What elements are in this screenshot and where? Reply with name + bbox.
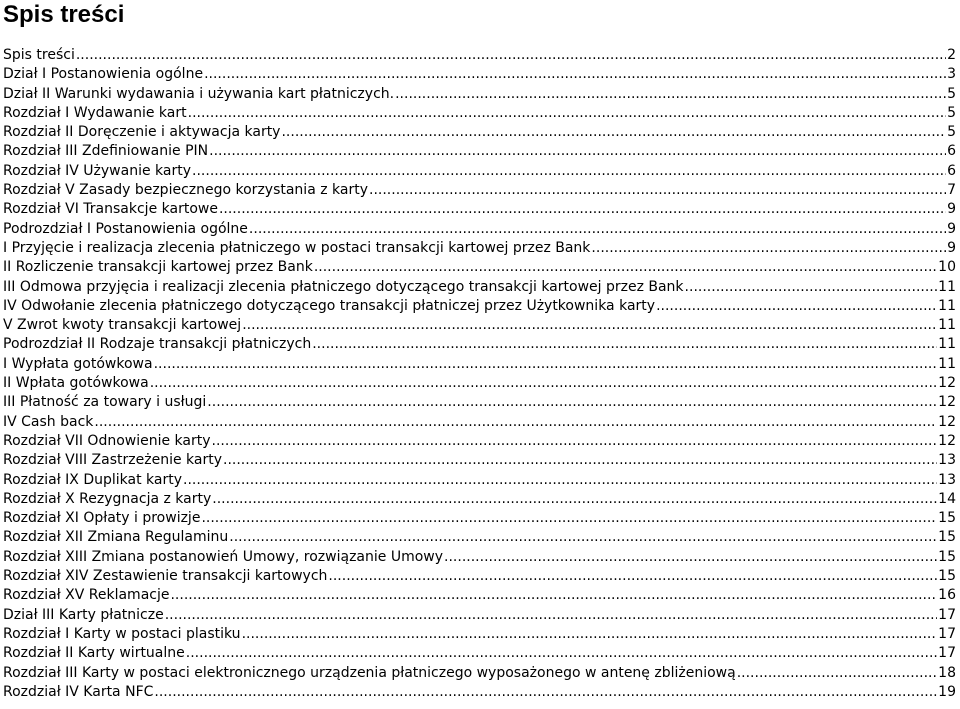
toc-dot-leader [242, 316, 937, 335]
toc-entry-page-number[interactable]: 6 [947, 162, 956, 179]
toc-entry-label[interactable]: Rozdział III Zdefiniowanie PIN [3, 143, 209, 160]
toc-entry[interactable] [3, 123, 956, 142]
toc-entry[interactable] [3, 374, 956, 393]
toc-entry-page-number[interactable]: 13 [938, 471, 956, 488]
toc-dot-leader [229, 528, 937, 547]
toc-dot-leader [188, 104, 946, 123]
toc-entry-label[interactable]: I Przyjęcie i realizacja zlecenia płatniczego w postaci transakcji kartowej przez Bank [3, 239, 591, 256]
toc-entry[interactable] [3, 432, 956, 451]
toc-entry-label[interactable]: Spis treści [3, 47, 75, 63]
toc-entry-page-number[interactable]: 15 [938, 529, 956, 546]
toc-dot-leader [207, 393, 937, 412]
toc-entry[interactable] [3, 567, 956, 586]
toc-entry-page-number[interactable]: 2 [947, 47, 956, 63]
toc-dot-leader [395, 85, 946, 104]
toc-dot-leader [170, 586, 937, 605]
toc-dot-leader [242, 625, 938, 644]
toc-entry[interactable] [3, 355, 956, 374]
toc-entry-page-number[interactable]: 15 [938, 510, 956, 527]
toc-dot-leader [154, 683, 937, 702]
toc-entry-page-number[interactable]: 17 [938, 606, 956, 623]
toc-entry-page-number[interactable]: 17 [938, 625, 956, 642]
toc-entry-page-number[interactable]: 15 [938, 568, 956, 585]
toc-entry-label[interactable]: Rozdział XV Reklamacje [3, 587, 170, 604]
toc-entry-label[interactable]: Rozdział II Doręczenie i aktywacja karty [3, 124, 281, 141]
toc-dot-leader [219, 200, 946, 219]
toc-entry[interactable] [3, 162, 956, 181]
toc-entry[interactable] [3, 586, 956, 605]
toc-dot-leader [591, 239, 946, 258]
toc-entry-page-number[interactable]: 12 [938, 413, 956, 430]
toc-dot-leader [186, 644, 937, 663]
toc-entry-page-number[interactable]: 9 [947, 220, 956, 237]
toc-entry-label[interactable]: Dział II Warunki wydawania i używania kart płatniczych. [3, 85, 395, 102]
toc-entry-label[interactable]: Rozdział III Karty w postaci elektronicznego urządzenia płatniczego wyposażonego w antenę zbliżeniową [3, 664, 736, 681]
toc-entry-label[interactable]: Rozdział I Karty w postaci plastiku [3, 625, 241, 642]
toc-dot-leader [183, 471, 937, 490]
toc-entry[interactable] [3, 664, 956, 683]
toc-entry-page-number[interactable]: 11 [938, 355, 956, 372]
toc-dot-leader [154, 355, 938, 374]
toc-entry-page-number[interactable]: 19 [938, 683, 956, 700]
toc-entry-label[interactable]: II Wpłata gotówkowa [3, 375, 149, 392]
toc-entry-page-number[interactable]: 12 [938, 375, 956, 392]
toc-entry[interactable] [3, 509, 956, 528]
toc-entry-page-number[interactable]: 6 [947, 143, 956, 160]
toc-entry-label[interactable]: Podrozdział I Postanowienia ogólne [3, 220, 248, 237]
toc-entry[interactable] [3, 625, 956, 644]
toc-dot-leader [312, 335, 937, 354]
toc-entry[interactable] [3, 65, 956, 84]
toc-entry-page-number[interactable]: 11 [938, 278, 956, 295]
toc-entry-label[interactable]: Rozdział IX Duplikat karty [3, 471, 182, 488]
toc-entry-label[interactable]: III Płatność za towary i usługi [3, 394, 207, 411]
toc-entry-page-number[interactable]: 14 [938, 490, 956, 507]
toc-entry-label[interactable]: IV Cash back [3, 413, 94, 430]
toc-entry[interactable] [3, 239, 956, 258]
toc-entry-label[interactable]: Rozdział VI Transakcje kartowe [3, 201, 218, 218]
toc-entry-label[interactable]: Rozdział VII Odnowienie karty [3, 432, 211, 449]
toc-entry[interactable] [3, 644, 956, 663]
toc-entry-label[interactable]: Podrozdział II Rodzaje transakcji płatniczych [3, 336, 312, 353]
toc-entry[interactable] [3, 220, 956, 239]
toc-entry[interactable] [3, 451, 956, 470]
toc-entry[interactable] [3, 316, 956, 335]
toc-dot-leader [249, 220, 946, 239]
toc-entry-label[interactable]: Rozdział XI Opłaty i prowizje [3, 510, 201, 527]
toc-entry-page-number[interactable]: 7 [947, 182, 956, 199]
toc-entry[interactable] [3, 490, 956, 509]
toc-entry[interactable] [3, 606, 956, 625]
toc-dot-leader [209, 142, 946, 161]
toc-entry-label[interactable]: Rozdział VIII Zastrzeżenie karty [3, 452, 222, 469]
toc-entry-label[interactable]: Rozdział XII Zmiana Regulaminu [3, 529, 229, 546]
table-of-contents [3, 46, 956, 702]
toc-entry-page-number[interactable]: 3 [947, 66, 956, 83]
toc-entry-page-number[interactable]: 5 [947, 124, 956, 141]
toc-entry-page-number[interactable]: 9 [947, 201, 956, 218]
page-title: Spis treści [3, 1, 125, 28]
toc-entry-label[interactable]: Rozdział XIV Zestawienie transakcji kartowych [3, 568, 328, 585]
toc-dot-leader [223, 451, 937, 470]
toc-entry-label[interactable]: III Odmowa przyjęcia i realizacji zlecenia płatniczego dotyczącego transakcji kartowej przez Bank [3, 278, 684, 295]
toc-dot-leader [737, 664, 937, 683]
toc-entry-label[interactable]: Rozdział V Zasady bezpiecznego korzystania z karty [3, 182, 368, 199]
toc-entry-page-number[interactable]: 5 [947, 104, 956, 121]
toc-entry-label[interactable]: Rozdział II Karty wirtualne [3, 645, 185, 662]
toc-entry[interactable] [3, 104, 956, 123]
toc-entry[interactable] [3, 258, 956, 277]
toc-dot-leader [328, 567, 937, 586]
toc-entry[interactable] [3, 200, 956, 219]
toc-dot-leader [444, 548, 937, 567]
toc-dot-leader [150, 374, 937, 393]
toc-entry-page-number[interactable]: 17 [938, 645, 956, 662]
toc-entry[interactable] [3, 528, 956, 547]
toc-dot-leader [212, 490, 937, 509]
toc-entry-label[interactable]: IV Odwołanie zlecenia płatniczego dotyczącego transakcji płatniczej przez Użytkownika karty [3, 297, 656, 314]
toc-dot-leader [685, 278, 938, 297]
toc-entry-page-number[interactable]: 5 [947, 85, 956, 102]
toc-entry[interactable] [3, 46, 956, 65]
toc-entry-page-number[interactable]: 15 [938, 548, 956, 565]
toc-entry[interactable] [3, 548, 956, 567]
toc-dot-leader [281, 123, 946, 142]
toc-entry-page-number[interactable]: 12 [938, 394, 956, 411]
toc-entry-page-number[interactable]: 11 [938, 336, 956, 353]
toc-dot-leader [369, 181, 946, 200]
toc-entry-label[interactable]: Rozdział I Wydawanie kart [3, 104, 187, 121]
toc-dot-leader [204, 65, 946, 84]
toc-entry-label[interactable]: Rozdział IV Karta NFC [3, 683, 154, 700]
toc-entry[interactable] [3, 335, 956, 354]
toc-entry-page-number[interactable]: 10 [938, 259, 956, 276]
toc-entry-label[interactable]: Rozdział IV Używanie karty [3, 162, 192, 179]
toc-entry-page-number[interactable]: 18 [938, 664, 956, 681]
toc-dot-leader [94, 413, 937, 432]
toc-entry-label[interactable]: Rozdział X Rezygnacja z karty [3, 490, 212, 507]
toc-entry-page-number[interactable]: 16 [938, 587, 956, 604]
toc-entry-label[interactable]: Dział I Postanowienia ogólne [3, 66, 204, 83]
toc-entry-label[interactable]: Rozdział XIII Zmiana postanowień Umowy, rozwiązanie Umowy [3, 548, 444, 565]
toc-dot-leader [192, 162, 946, 181]
toc-entry[interactable] [3, 85, 956, 104]
toc-dot-leader [165, 606, 937, 625]
toc-entry[interactable] [3, 297, 956, 316]
toc-dot-leader [314, 258, 937, 277]
toc-entry-page-number[interactable]: 12 [938, 432, 956, 449]
toc-entry[interactable] [3, 413, 956, 432]
toc-entry[interactable] [3, 181, 956, 200]
toc-entry-page-number[interactable]: 11 [938, 317, 956, 334]
toc-entry[interactable] [3, 471, 956, 490]
toc-entry-label[interactable]: I Wypłata gotówkowa [3, 355, 153, 372]
toc-entry[interactable] [3, 278, 956, 297]
toc-dot-leader [212, 432, 938, 451]
toc-entry[interactable] [3, 393, 956, 412]
toc-dot-leader [76, 46, 946, 65]
toc-entry-page-number[interactable]: 11 [938, 297, 956, 314]
toc-dot-leader [201, 509, 937, 528]
toc-entry[interactable] [3, 142, 956, 161]
toc-entry-label[interactable]: Dział III Karty płatnicze [3, 606, 164, 623]
toc-entry[interactable] [3, 683, 956, 702]
toc-entry-page-number[interactable]: 13 [938, 452, 956, 469]
toc-entry-label[interactable]: V Zwrot kwoty transakcji kartowej [3, 317, 242, 334]
toc-entry-label[interactable]: II Rozliczenie transakcji kartowej przez Bank [3, 259, 313, 276]
toc-dot-leader [656, 297, 937, 316]
toc-entry-page-number[interactable]: 9 [947, 239, 956, 256]
